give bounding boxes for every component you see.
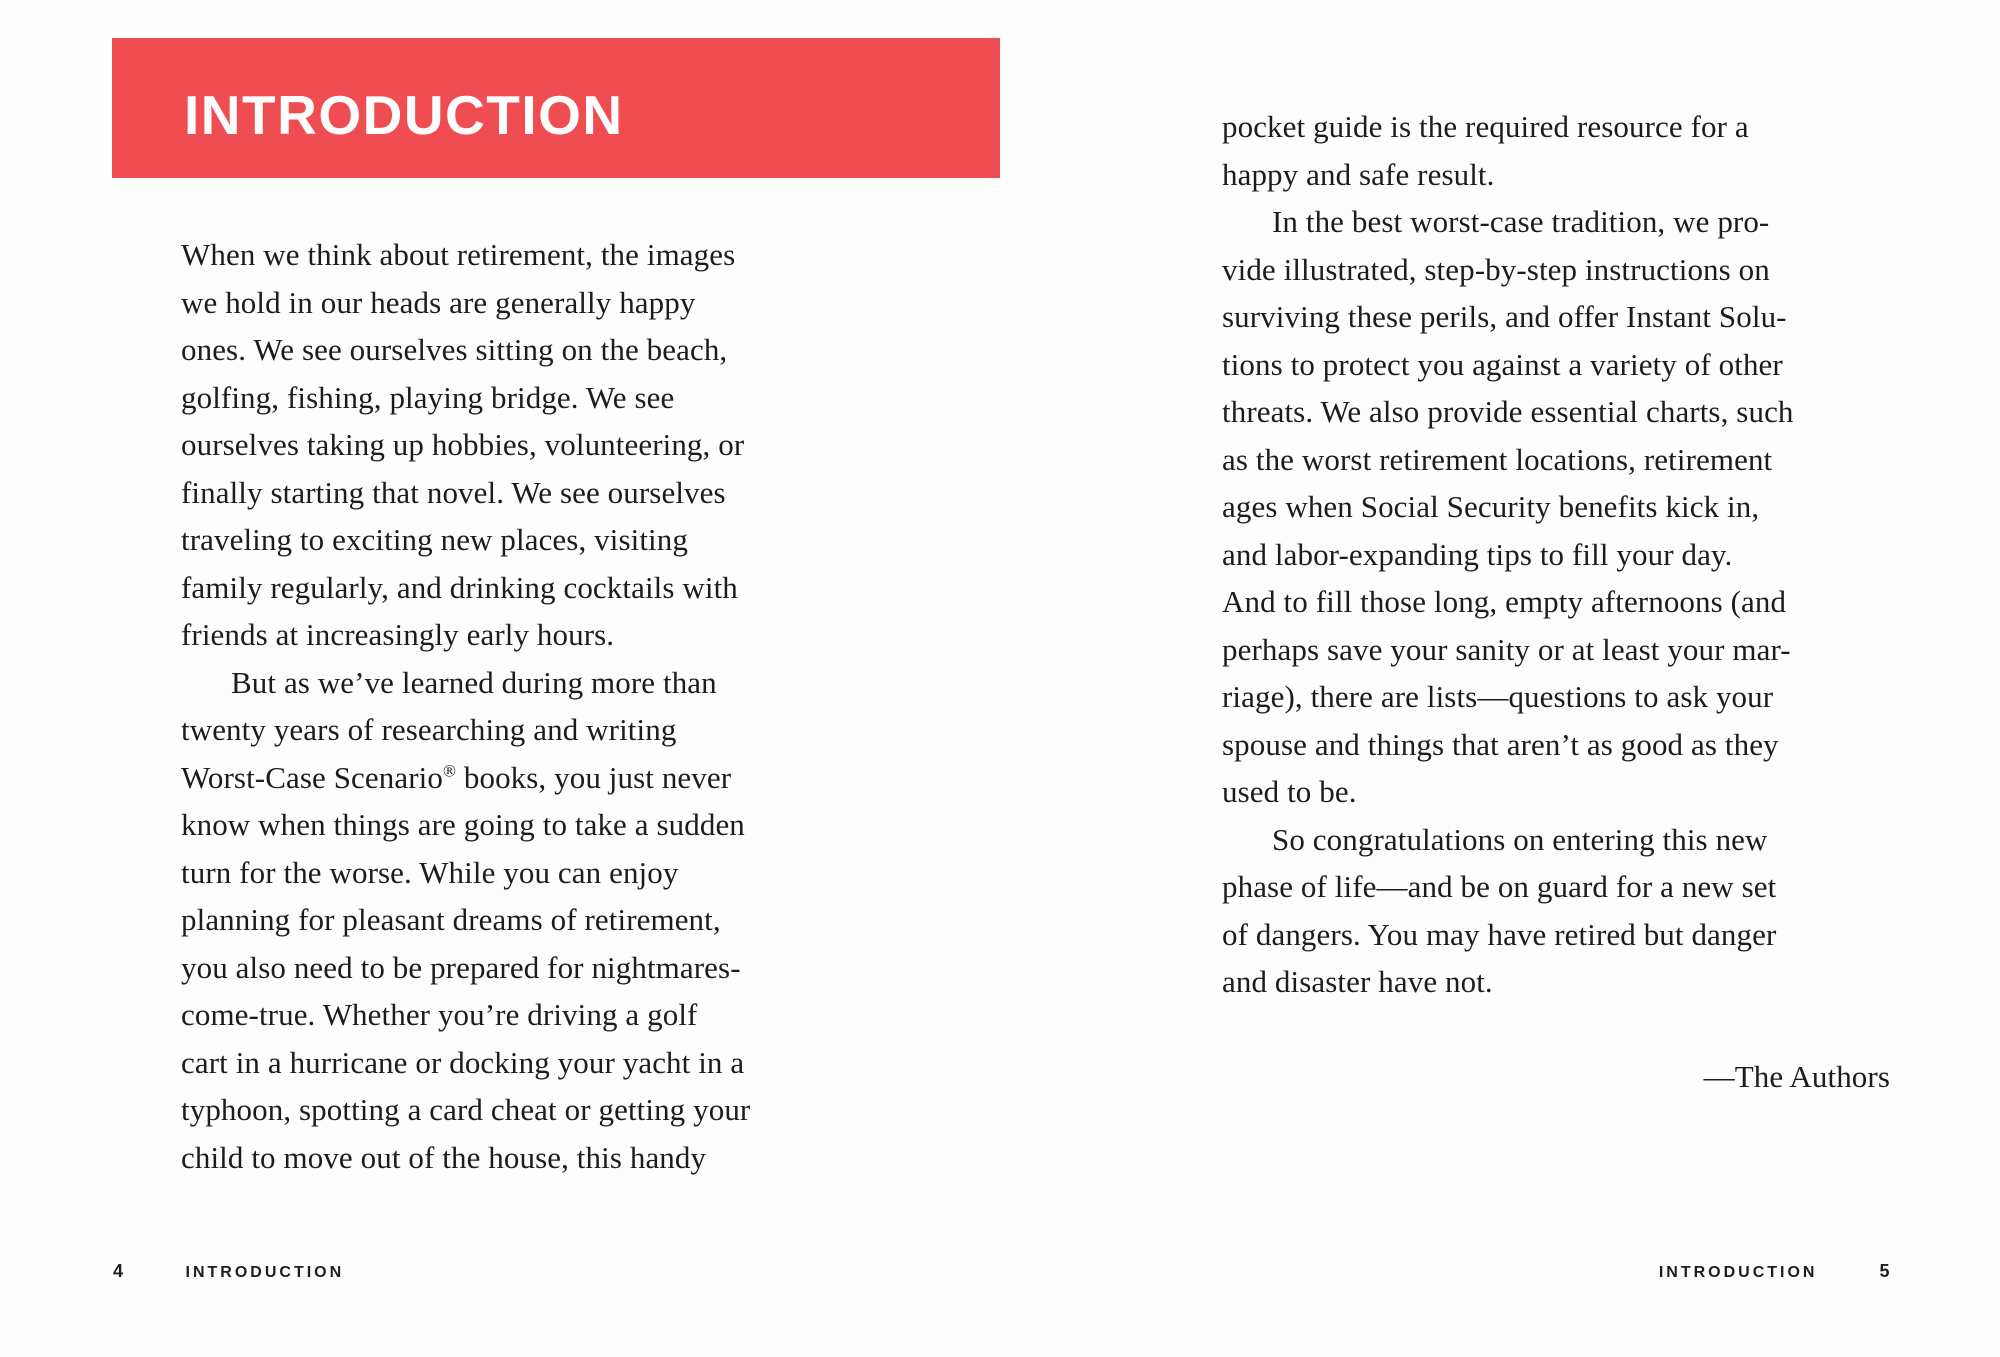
text-line: and disaster have not. [1222, 964, 1493, 999]
text-line: vide illustrated, step-by-step instructions on [1222, 251, 1770, 287]
right-page-number: 5 [1879, 1261, 1890, 1281]
text-line: child to move out of the house, this handy [181, 1139, 707, 1175]
text-line: ones. We see ourselves sitting on the beach, [181, 332, 728, 367]
text-line: family regularly, and drinking cocktails with [181, 569, 738, 605]
paragraph [1222, 198, 1894, 816]
text-line: traveling to exciting new places, visiting [181, 522, 688, 557]
text-line: twenty years of researching and writing [181, 712, 677, 747]
text-line: come-true. Whether you’re driving a golf [181, 997, 698, 1032]
text-line: typhoon, spotting a card cheat or getting your [181, 1092, 751, 1127]
text-line: happy and safe result. [1222, 156, 1495, 192]
registered-trademark-symbol: ® [442, 761, 457, 781]
left-running-header-label: INTRODUCTION [185, 1264, 345, 1281]
left-page-number: 4 [113, 1261, 124, 1281]
text-line: and labor-expanding tips to fill your day. [1222, 536, 1733, 572]
text-line: But as we’ve learned during more than [231, 664, 717, 700]
text-line: threats. We also provide essential charts, such [1222, 394, 1794, 429]
right-running-header-label: INTRODUCTION [1658, 1264, 1818, 1281]
right-page-footer [1659, 1261, 1890, 1282]
text-line: phase of life—and be on guard for a new set [1222, 869, 1777, 904]
text-line: So congratulations on entering this new [1272, 821, 1768, 857]
text-line: golfing, fishing, playing bridge. We see [181, 379, 675, 415]
text-line: friends at increasingly early hours. [181, 617, 615, 652]
text-line: And to fill those long, empty afternoons (and [1222, 584, 1787, 619]
text-line: riage), there are lists—questions to ask your [1222, 679, 1774, 714]
text-line: you also need to be prepared for nightmares- [181, 949, 741, 985]
paragraph [1222, 816, 1894, 1006]
paragraph [181, 659, 853, 1182]
paragraph [181, 231, 853, 659]
text-line: turn for the worse. While you can enjoy [181, 854, 679, 890]
text-line: planning for pleasant dreams of retirement, [181, 902, 721, 937]
text-line: perhaps save your sanity or at least your mar- [1222, 631, 1791, 667]
text-line: of dangers. You may have retired but danger [1222, 916, 1777, 952]
text-line: In the best worst-case tradition, we pro- [1272, 204, 1770, 239]
chapter-banner [112, 38, 1000, 178]
text-line: used to be. [1222, 774, 1357, 809]
chapter-title: INTRODUCTION [184, 83, 624, 146]
text-line: finally starting that novel. We see ourselves [181, 474, 726, 510]
text-line: Worst-Case Scenario® books, you just never [181, 759, 732, 795]
right-page-text-column [1222, 103, 1894, 1101]
text-line: tions to protect you against a variety of other [1222, 346, 1783, 382]
text-line: pocket guide is the required resource for a [1222, 109, 1749, 144]
text-line: as the worst retirement locations, retirement [1222, 441, 1773, 477]
text-line: spouse and things that aren’t as good as they [1222, 726, 1779, 762]
text-line: cart in a hurricane or docking your yacht in a [181, 1044, 745, 1080]
text-line: ourselves taking up hobbies, volunteering, or [181, 427, 745, 462]
text-line: When we think about retirement, the images [181, 237, 736, 272]
left-page-text-column [181, 231, 853, 1181]
text-line: ages when Social Security benefits kick in, [1222, 489, 1760, 524]
paragraph [1222, 103, 1894, 198]
text-line: we hold in our heads are generally happy [181, 284, 696, 320]
author-signature: —The Authors [1703, 1059, 1890, 1094]
text-line: surviving these perils, and offer Instant Solu- [1222, 299, 1787, 334]
text-line: know when things are going to take a sudden [181, 807, 745, 842]
left-page-footer [113, 1261, 344, 1282]
